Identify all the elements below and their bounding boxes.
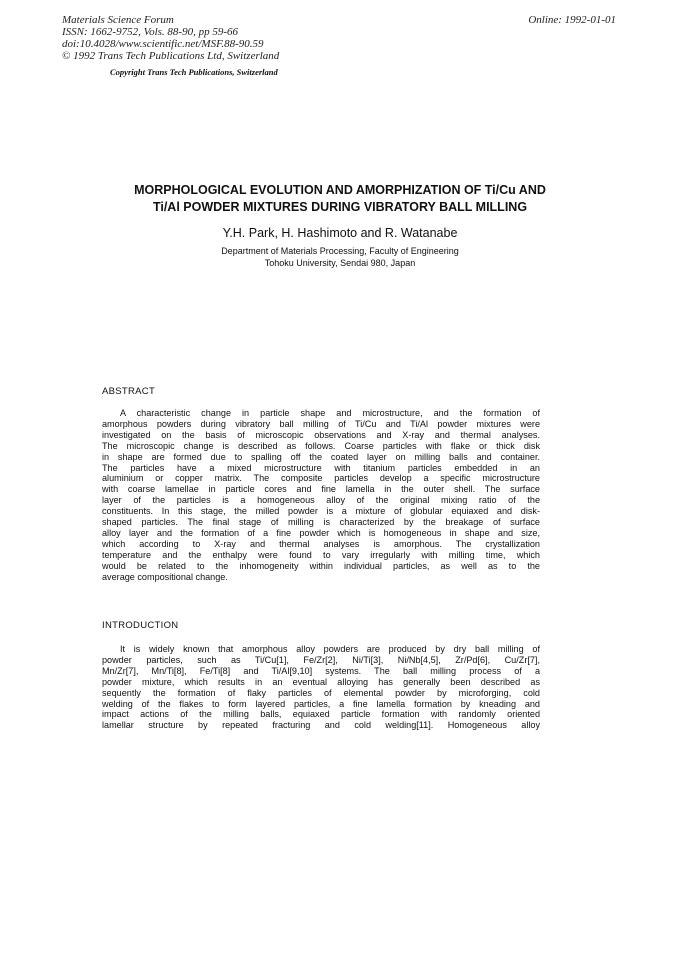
introduction-heading: INTRODUCTION (102, 620, 179, 631)
journal-citation (62, 14, 279, 62)
abstract-line: which according to X-ray and thermal analyses is amorphous. The crystallization (102, 538, 540, 549)
introduction-body (102, 644, 540, 731)
abstract-line: shaped particles. The final stage of milling is characterized by the breakage of surface (102, 517, 540, 528)
abstract-line: investigated on the basis of microscopic observations and X-ray and thermal analyses. (102, 429, 540, 440)
abstract-line: aluminium or copper matrix. The composite particles develop a specific microstructure (102, 473, 540, 484)
online-date: Online: 1992-01-01 (528, 14, 616, 26)
abstract-line: in shape are formed due to spalling off the coated layer on milling balls and container. (102, 451, 540, 462)
paper-title (70, 182, 610, 216)
affiliation-line: Tohoku University, Sendai 980, Japan (264, 258, 416, 268)
abstract-line: alloy layer and the formation of a fine powder which is homogeneous in shape and size, (102, 527, 540, 538)
abstract-line: amorphous powders during vibratory ball milling of Ti/Cu and Ti/Al powder mixtures were (102, 418, 540, 429)
introduction-line: It is widely known that amorphous alloy powders are produced by dry ball milling of (120, 644, 540, 654)
journal-name: Materials Science Forum (62, 14, 174, 26)
abstract-body (102, 408, 540, 583)
abstract-line: The particles have a mixed microstructure with titanium particles embedded in an (102, 462, 540, 473)
journal-copyright: © 1992 Trans Tech Publications Ltd, Switzerland (62, 50, 280, 62)
abstract-line: temperature and the enthalpy were found to vary irregularly with milling time, which (102, 549, 540, 560)
authors: Y.H. Park, H. Hashimoto and R. Watanabe (222, 226, 458, 240)
title-line: MORPHOLOGICAL EVOLUTION AND AMORPHIZATION OF Ti/Cu AND (134, 183, 546, 197)
abstract-line: The microscopic change is described as follows. Coarse particles with flake or thick disk (102, 440, 540, 451)
introduction-line: Mn/Zr[7], Mn/Ti[8], Fe/Ti[8] and Ti/Al[9,10] systems. The ball milling process of a (102, 665, 540, 676)
abstract-line: constituents. In this stage, the milled powder is a mixture of globular equiaxed and disk- (102, 506, 540, 517)
affiliation (90, 245, 590, 269)
affiliation-line: Department of Materials Processing, Faculty of Engineering (221, 246, 459, 256)
introduction-line: powder mixture, which results in an eventual alloying has generally been described as (102, 676, 540, 687)
abstract-line: layer of the particles is a homogeneous alloy of the original mixing ratio of the (102, 495, 540, 506)
introduction-line: impact actions of the milling balls, equiaxed particle formation with randomly oriented (102, 709, 540, 720)
journal-doi: doi:10.4028/www.scientific.net/MSF.88-90.59 (62, 38, 264, 50)
copyright-notice: Copyright Trans Tech Publications, Switzerland (110, 67, 278, 77)
introduction-line: sequently the formation of flaky particles of elemental powder by microforging, cold (102, 687, 540, 698)
abstract-line: average compositional change. (102, 571, 228, 582)
title-line: Ti/Al POWDER MIXTURES DURING VIBRATORY BALL MILLING (152, 200, 528, 214)
journal-issn: ISSN: 1662-9752, Vols. 88-90, pp 59-66 (62, 26, 238, 38)
abstract-heading: ABSTRACT (102, 386, 156, 397)
introduction-line: welding of the flakes to form layered particles, a fine lamella formation by kneading and (102, 698, 540, 709)
introduction-line: powder particles, such as Ti/Cu[1], Fe/Zr[2], Ni/Ti[3], Ni/Nb[4,5], Zr/Pd[6], Cu/Zr[7], (102, 654, 540, 665)
abstract-line: A characteristic change in particle shape and microstructure, and the formation of (120, 408, 540, 418)
abstract-line: with coarse lamellae in particle cores and fine lamella in the outer shell. The surface (102, 484, 540, 495)
introduction-line: lamellar structure by repeated fracturing and cold welding[11]. Homogeneous alloy (102, 720, 540, 731)
abstract-line: would be related to the inhomogeneity within individual particles, as well as to the (102, 560, 540, 571)
